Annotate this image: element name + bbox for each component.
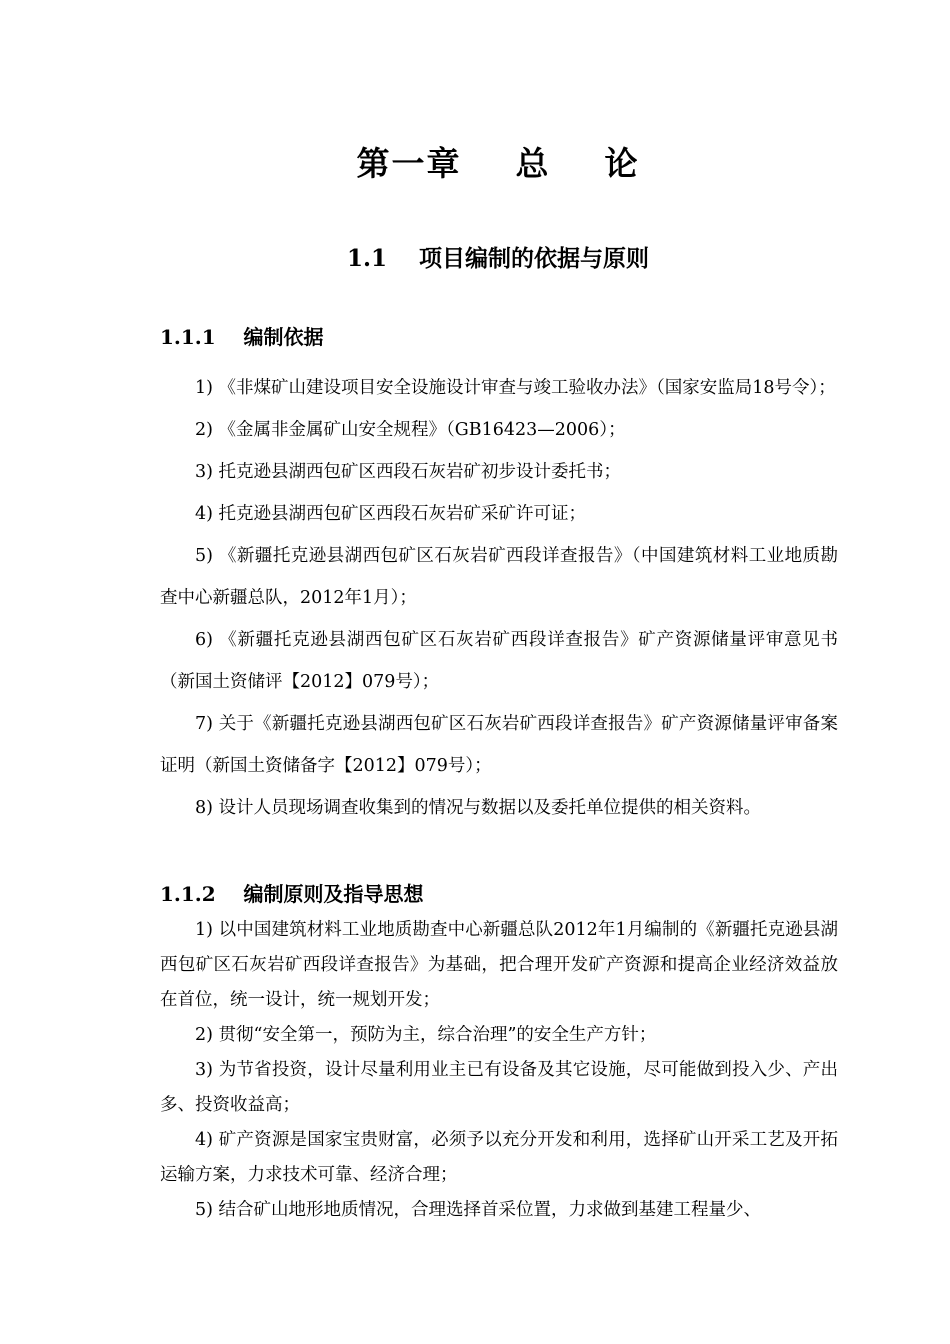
principles-heading: 1.1.2 编制原则及指导思想 (160, 882, 424, 906)
basis-item-3: 3) 托克逊县湖西包矿区西段石灰岩矿初步设计委托书； (195, 462, 622, 482)
basis-list (160, 367, 838, 829)
basis-item-6: 6) 《新疆托克逊县湖西包矿区石灰岩矿西段详查报告》矿产资源储量评审意见书（新国土资储评【2012】079号）； (160, 630, 838, 692)
basis-item-4: 4) 托克逊县湖西包矿区西段石灰岩矿采矿许可证； (195, 504, 587, 524)
principle-item-4: 4) 矿产资源是国家宝贵财富，必须予以充分开发和利用，选择矿山开采工艺及开拓运输方案，力求技术可靠、经济合理； (160, 1130, 838, 1185)
basis-item-8: 8) 设计人员现场调查收集到的情况与数据以及委托单位提供的相关资料。 (195, 798, 762, 818)
basis-heading: 1.1.1 编制依据 (160, 325, 324, 349)
principle-item-3: 3) 为节省投资，设计尽量利用业主已有设备及其它设施，尽可能做到投入少、产出多、投资收益高； (160, 1060, 838, 1115)
section-title: 1.1 项目编制的依据与原则 (346, 245, 650, 272)
principle-item-5: 5) 结合矿山地形地质情况，合理选择首采位置，力求做到基建工程量少、 (195, 1200, 762, 1220)
principles-list (160, 913, 838, 1228)
basis-item-2: 2) 《金属非金属矿山安全规程》（GB16423—2006）； (195, 420, 626, 440)
basis-item-1: 1) 《非煤矿山建设项目安全设施设计审查与竣工验收办法》（国家安监局18号令）； (195, 378, 836, 398)
principle-item-2: 2) 贯彻“安全第一，预防为主，综合治理”的安全生产方针； (195, 1025, 657, 1045)
chapter-title: 第一章 总 论 (356, 144, 640, 183)
basis-item-7: 7) 关于《新疆托克逊县湖西包矿区石灰岩矿西段详查报告》矿产资源储量评审备案证明（新国土资储备字【2012】079号）； (160, 714, 838, 776)
basis-item-5: 5) 《新疆托克逊县湖西包矿区石灰岩矿西段详查报告》（中国建筑材料工业地质勘查中心新疆总队，2012年1月）； (160, 546, 838, 608)
principle-item-1: 1) 以中国建筑材料工业地质勘查中心新疆总队2012年1月编制的《新疆托克逊县湖西包矿区石灰岩矿西段详查报告》为基础，把合理开发矿产资源和提高企业经济效益放在首位，统一设计，统一规划开发； (160, 920, 838, 1010)
